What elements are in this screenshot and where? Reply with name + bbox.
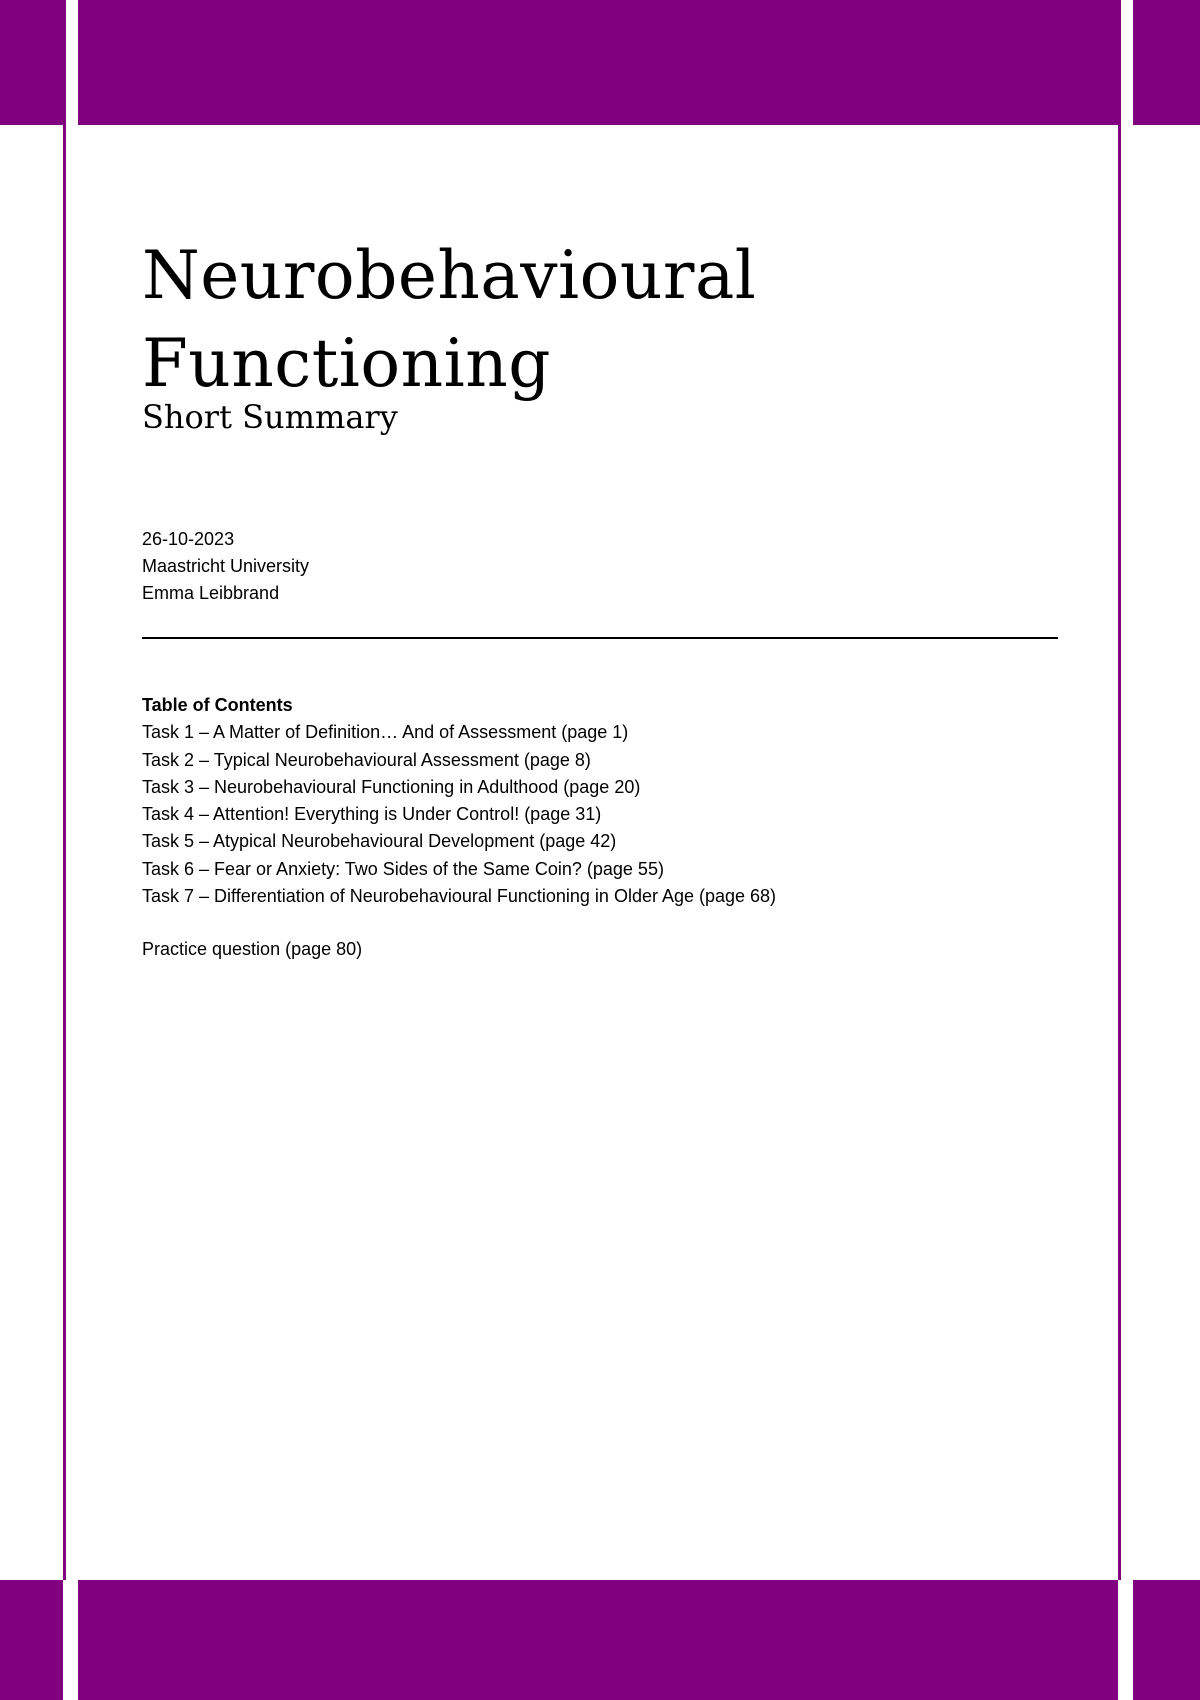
horizontal-divider <box>142 637 1058 639</box>
toc-item-task-5[interactable]: Task 5 – Atypical Neurobehavioural Development (page 42) <box>142 831 617 852</box>
document-author: Emma Leibbrand <box>142 583 280 603</box>
toc-heading: Table of Contents <box>142 695 293 715</box>
top-decorative-band <box>0 0 1200 125</box>
bottom-band-right-gap <box>1118 1580 1133 1700</box>
toc-item-task-2[interactable]: Task 2 – Typical Neurobehavioural Assessment (page 8) <box>142 749 591 770</box>
toc-item-task-3[interactable]: Task 3 – Neurobehavioural Functioning in Adulthood (page 20) <box>142 776 641 797</box>
toc-item-task-7[interactable]: Task 7 – Differentiation of Neurobehavioural Functioning in Older Age (page 68) <box>142 886 777 907</box>
document-title <box>142 232 756 408</box>
top-band-center-block <box>78 0 1118 125</box>
right-vertical-rule <box>1118 0 1121 1700</box>
bottom-decorative-band <box>0 1580 1200 1700</box>
bottom-band-left-gap <box>63 1580 78 1700</box>
left-vertical-rule <box>63 0 66 1700</box>
toc-item-task-6[interactable]: Task 6 – Fear or Anxiety: Two Sides of the Same Coin? (page 55) <box>142 858 664 879</box>
document-subtitle: Short Summary <box>142 398 398 436</box>
toc-item-task-1[interactable]: Task 1 – A Matter of Definition… And of Assessment (page 1) <box>142 722 629 743</box>
title-line-1: Neurobehavioural <box>142 237 757 314</box>
toc-item-practice-question[interactable]: Practice question (page 80) <box>142 939 363 959</box>
bottom-band-center-block <box>78 1580 1118 1700</box>
top-band-left-block <box>0 0 63 125</box>
document-date: 26-10-2023 <box>142 529 235 549</box>
top-band-right-block <box>1133 0 1200 125</box>
bottom-band-right-block <box>1133 1580 1200 1700</box>
table-of-contents <box>142 692 776 910</box>
title-line-2: Functioning <box>142 325 552 402</box>
document-institution: Maastricht University <box>142 556 310 576</box>
toc-item-task-4[interactable]: Task 4 – Attention! Everything is Under Control! (page 31) <box>142 804 602 825</box>
bottom-band-left-block <box>0 1580 63 1700</box>
document-meta <box>142 526 309 607</box>
